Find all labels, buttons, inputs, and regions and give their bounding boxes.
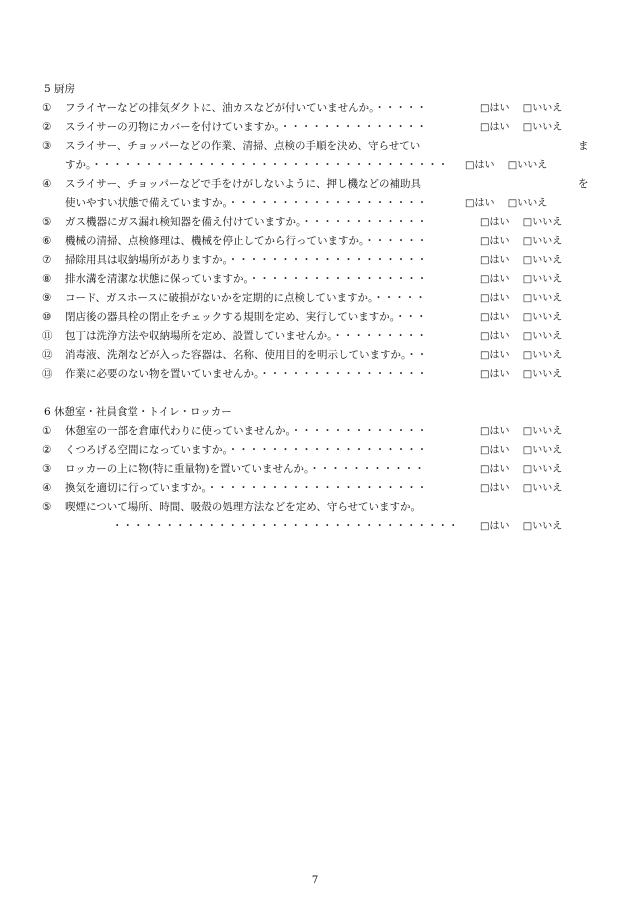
- item-number: ③: [42, 463, 52, 475]
- checklist-item: [42, 327, 602, 346]
- yes-checkbox[interactable]: □はい: [480, 464, 510, 475]
- item-number: ⑨: [42, 292, 52, 304]
- checklist-item: [42, 99, 602, 118]
- item-text: 消毒液、洗剤などが入った容器は、名称、使用目的を明示していますか。・・: [65, 349, 428, 361]
- checklist-item: [42, 270, 602, 289]
- no-checkbox[interactable]: □いいえ: [522, 331, 563, 342]
- no-checkbox[interactable]: □いいえ: [522, 274, 563, 285]
- checklist-item: [42, 175, 602, 194]
- section-title: 6 休憩室・社員食堂・トイレ・ロッカー: [44, 406, 232, 418]
- item-number: ⑤: [42, 216, 52, 228]
- item-text: 掃除用具は収納場所がありますか。・・・・・・・・・・・・・・・・・・・: [65, 254, 428, 266]
- item-number: ⑦: [42, 254, 52, 266]
- no-checkbox[interactable]: □いいえ: [522, 217, 563, 228]
- item-number: ⑤: [42, 501, 52, 513]
- item-text: ロッカーの上に物(特に重量物)を置いていませんか。・・・・・・・・・・・: [65, 463, 425, 475]
- yes-checkbox[interactable]: □はい: [480, 521, 510, 532]
- item-text: 作業に必要のない物を置いていませんか。・・・・・・・・・・・・・・・・: [65, 368, 428, 380]
- no-checkbox[interactable]: □いいえ: [522, 255, 563, 266]
- item-text: 包丁は洗浄方法や収納場所を定め、設置していませんか。・・・・・・・・・: [65, 330, 427, 342]
- checklist-item: [42, 232, 602, 251]
- no-checkbox[interactable]: □いいえ: [522, 312, 563, 323]
- checklist-item: [42, 251, 602, 270]
- checklist-item: [42, 289, 602, 308]
- answer-options: [480, 232, 562, 251]
- item-text-suffix: を: [578, 178, 589, 190]
- checklist-item: [42, 346, 602, 365]
- no-checkbox[interactable]: □いいえ: [522, 369, 563, 380]
- answer-options: [480, 118, 562, 137]
- yes-checkbox[interactable]: □はい: [480, 331, 510, 342]
- item-number: ⑩: [42, 311, 52, 323]
- answer-options: [480, 289, 562, 308]
- no-checkbox[interactable]: □いいえ: [507, 198, 548, 209]
- checklist-item-continuation: [42, 517, 602, 536]
- yes-checkbox[interactable]: □はい: [480, 274, 510, 285]
- answer-options: [480, 365, 562, 384]
- no-checkbox[interactable]: □いいえ: [522, 236, 563, 247]
- answer-options: [480, 308, 562, 327]
- answer-options: [480, 479, 562, 498]
- item-number: ⑧: [42, 273, 52, 285]
- no-checkbox[interactable]: □いいえ: [507, 160, 548, 171]
- item-text: 喫煙について場所、時間、吸殻の処理方法などを定め、守らせていますか。: [65, 501, 422, 513]
- checklist-item: [42, 365, 602, 384]
- item-text: スライサー、チョッパーなどの作業、清掃、点検の手順を決め、守らせてい: [65, 140, 421, 152]
- answer-options: [480, 422, 562, 441]
- answer-options: [480, 346, 562, 365]
- item-text: スライサー、チョッパーなどで手をけがしないように、押し機などの補助具: [65, 178, 421, 190]
- checklist-item: [42, 498, 602, 517]
- checklist-item: [42, 479, 602, 498]
- checklist-item-continuation: [42, 156, 602, 175]
- answer-options: [480, 213, 562, 232]
- item-number: ⑥: [42, 235, 52, 247]
- item-number: ③: [42, 140, 52, 152]
- answer-options: [465, 156, 547, 175]
- item-text: くつろげる空間になっていますか。・・・・・・・・・・・・・・・・・・・: [65, 444, 428, 456]
- section-kitchen: [42, 80, 602, 384]
- answer-options: [465, 194, 547, 213]
- item-text: 休憩室の一部を倉庫代わりに使っていませんか。・・・・・・・・・・・・・: [65, 425, 428, 437]
- answer-options: [480, 251, 562, 270]
- yes-checkbox[interactable]: □はい: [480, 255, 510, 266]
- item-number: ④: [42, 178, 52, 190]
- item-text: コード、ガスホースに破損がないかを定期的に点検していますか。・・・・・: [65, 292, 426, 304]
- yes-checkbox[interactable]: □はい: [480, 103, 510, 114]
- item-number: ②: [42, 444, 52, 456]
- checklist-item-continuation: [42, 194, 602, 213]
- no-checkbox[interactable]: □いいえ: [522, 122, 563, 133]
- no-checkbox[interactable]: □いいえ: [522, 445, 563, 456]
- yes-checkbox[interactable]: □はい: [480, 350, 510, 361]
- yes-checkbox[interactable]: □はい: [480, 426, 510, 437]
- section-title: 5 厨房: [44, 83, 76, 95]
- item-number: ①: [42, 102, 52, 114]
- no-checkbox[interactable]: □いいえ: [522, 103, 563, 114]
- checklist-item: [42, 441, 602, 460]
- no-checkbox[interactable]: □いいえ: [522, 521, 563, 532]
- no-checkbox[interactable]: □いいえ: [522, 483, 563, 494]
- yes-checkbox[interactable]: □はい: [480, 217, 510, 228]
- yes-checkbox[interactable]: □はい: [480, 312, 510, 323]
- item-text: 閉店後の器具栓の閉止をチェックする規則を定め、実行していますか。・・・: [65, 311, 427, 323]
- item-text: 排水溝を清潔な状態に保っていますか。・・・・・・・・・・・・・・・・・: [65, 273, 428, 285]
- answer-options: [480, 270, 562, 289]
- yes-checkbox[interactable]: □はい: [465, 160, 495, 171]
- yes-checkbox[interactable]: □はい: [480, 293, 510, 304]
- answer-options: [480, 441, 562, 460]
- item-text-continuation: すか。・・・・・・・・・・・・・・・・・・・・・・・・・・・・・・・・・・: [65, 159, 449, 171]
- answer-options: [480, 99, 562, 118]
- item-text: 機械の清掃、点検修理は、機械を停止してから行っていますか。・・・・・・: [65, 235, 428, 247]
- yes-checkbox[interactable]: □はい: [480, 236, 510, 247]
- item-text: フライヤーなどの排気ダクトに、油カスなどが付いていませんか。・・・・・: [65, 102, 427, 114]
- yes-checkbox[interactable]: □はい: [465, 198, 495, 209]
- item-number: ④: [42, 482, 52, 494]
- answer-options: [480, 327, 562, 346]
- yes-checkbox[interactable]: □はい: [480, 445, 510, 456]
- yes-checkbox[interactable]: □はい: [480, 122, 510, 133]
- item-text-continuation: 使いやすい状態で備えていますか。・・・・・・・・・・・・・・・・・・・: [65, 197, 428, 209]
- checklist-item: [42, 308, 602, 327]
- answer-options: [480, 517, 562, 536]
- item-text-suffix: ま: [578, 140, 589, 152]
- yes-checkbox[interactable]: □はい: [480, 483, 510, 494]
- no-checkbox[interactable]: □いいえ: [522, 464, 563, 475]
- checklist-item: [42, 422, 602, 441]
- no-checkbox[interactable]: □いいえ: [522, 293, 563, 304]
- no-checkbox[interactable]: □いいえ: [522, 350, 563, 361]
- item-text: スライサーの刃物にカバーを付けていますか。・・・・・・・・・・・・・・: [65, 121, 427, 133]
- checklist-item: [42, 118, 602, 137]
- item-number: ②: [42, 121, 52, 133]
- item-text: 換気を適切に行っていますか。・・・・・・・・・・・・・・・・・・・・・: [65, 482, 428, 494]
- section-rest-areas: [42, 403, 602, 536]
- item-number: ⑫: [42, 349, 53, 361]
- page-number: 7: [311, 875, 319, 886]
- item-number: ⑬: [42, 368, 53, 380]
- item-text-continuation: ・・・・・・・・・・・・・・・・・・・・・・・・・・・・・・・・・: [112, 520, 459, 532]
- checklist-item: [42, 213, 602, 232]
- yes-checkbox[interactable]: □はい: [480, 369, 510, 380]
- item-number: ①: [42, 425, 52, 437]
- checklist-item: [42, 460, 602, 479]
- item-number: ⑪: [42, 330, 53, 342]
- checklist-item: [42, 137, 602, 156]
- item-text: ガス機器にガス漏れ検知器を備え付けていますか。・・・・・・・・・・・・: [65, 216, 428, 228]
- no-checkbox[interactable]: □いいえ: [522, 426, 563, 437]
- answer-options: [480, 460, 562, 479]
